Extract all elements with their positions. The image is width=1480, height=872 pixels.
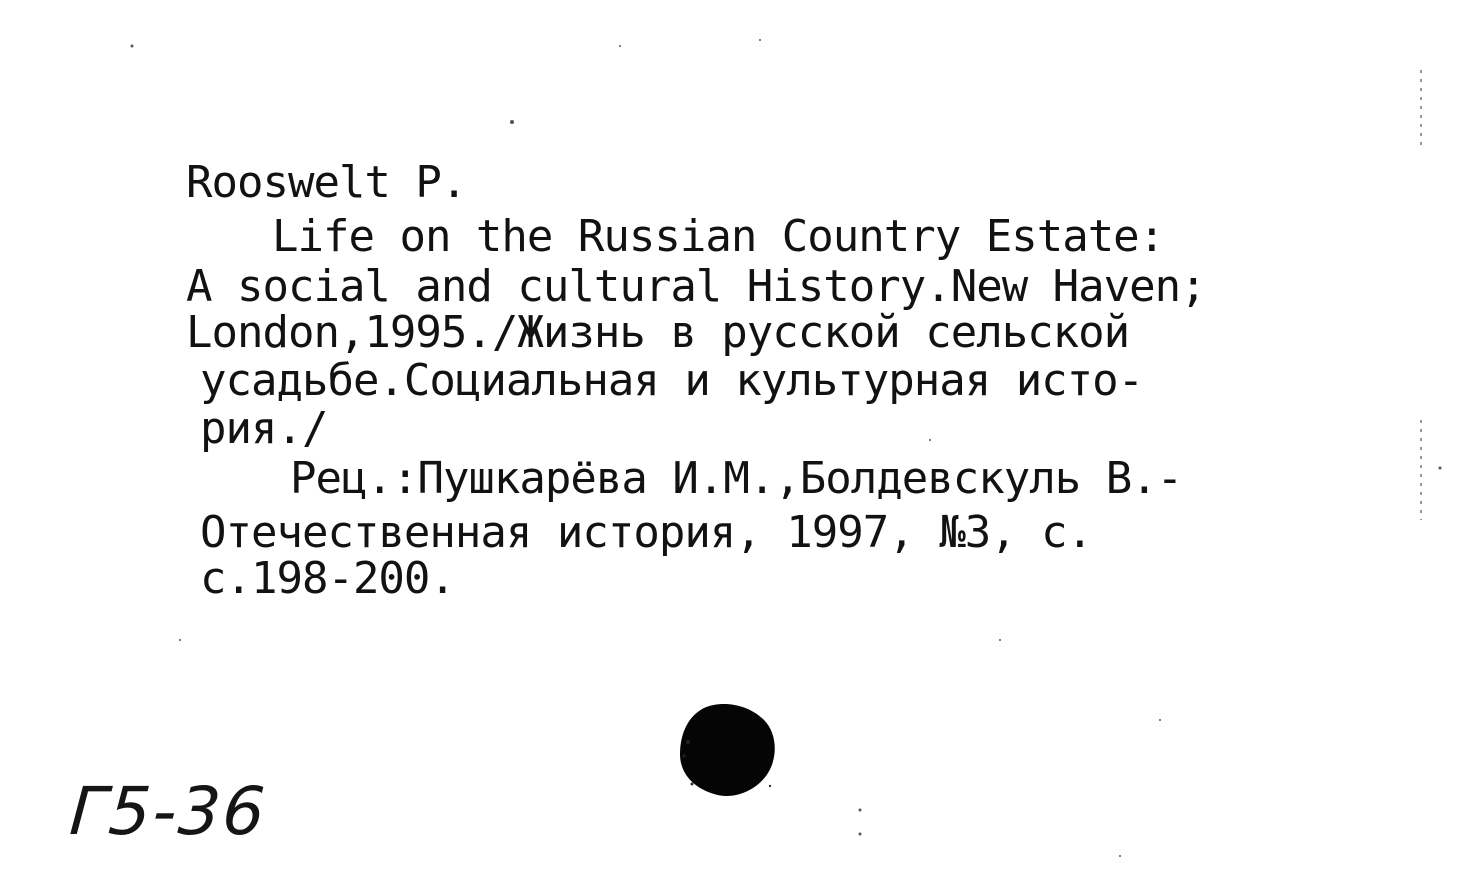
review-line: Рец.:Пушкарёва И.М.,Болдевскуль В.- [290, 453, 1183, 504]
title-line: рия./ [200, 403, 328, 454]
punch-hole [670, 698, 780, 804]
author-heading: Rooswelt P. [186, 157, 467, 208]
title-line: усадьбе.Социальная и культурная исто- [200, 355, 1144, 406]
review-line: Отечественная история, 1997, №3, с. [200, 507, 1093, 558]
review-line: с.198-200. [200, 553, 455, 604]
title-line: Life on the Russian Country Estate: [272, 211, 1165, 262]
handwritten-shelfmark: Г5-36 [67, 773, 270, 850]
title-line: A social and cultural History.New Haven; [186, 261, 1206, 312]
title-line: London,1995./Жизнь в русской сельской [186, 307, 1130, 358]
